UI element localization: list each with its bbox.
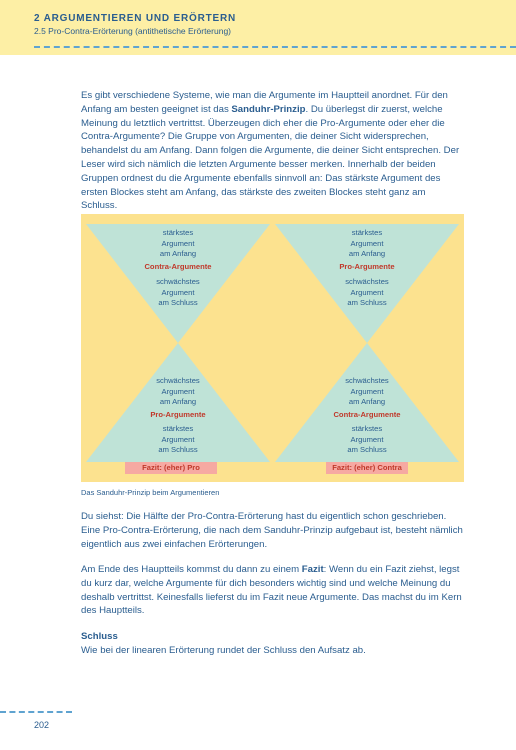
intro-text-1: Es gibt verschiedene Systeme, wie man die Argumente im Hauptteil anordnet. Für den Anfang am besten geeignet ist das — [81, 90, 448, 115]
intro-bold-term: Sanduhr-Prinzip — [231, 103, 306, 115]
schluss-text: Wie bei der linearen Erörterung rundet der Schluss den Aufsatz ab. — [81, 644, 366, 656]
left-bottom-end-label: stärkstes Argument am Schluss — [158, 424, 198, 455]
schluss-section — [81, 630, 464, 658]
header-divider — [34, 46, 516, 48]
section-title: 2.5 Pro-Contra-Erörterung (antithetische Erörterung) — [34, 26, 232, 36]
right-bottom-start-label: schwächstes Argument am Anfang — [345, 376, 389, 407]
summary-paragraph: Du siehst: Die Hälfte der Pro-Contra-Erörterung hast du eigentlich schon geschrieben. Eine Pro-Contra-Erörterung, die nach dem Sanduhr-Prinzip aufgebaut ist, besteht nämlich eigentlich aus zwei einfachen Erörterungen. — [81, 511, 463, 550]
fazit-paragraph — [81, 563, 464, 618]
right-bottom-end-label: stärkstes Argument am Schluss — [347, 424, 387, 455]
right-top-end-label: schwächstes Argument am Schluss — [345, 277, 389, 308]
left-bottom-group-label: Pro-Argumente — [150, 410, 206, 419]
fazit-text-1: Am Ende des Hauptteils kommst du dann zu einem — [81, 564, 302, 575]
intro-paragraph — [81, 89, 464, 213]
right-fazit-badge: Fazit: (eher) Contra — [326, 462, 408, 474]
right-bottom-group-label: Contra-Argumente — [333, 410, 401, 419]
chapter-header — [0, 0, 516, 55]
footer-divider — [0, 711, 72, 713]
right-top-group-label: Pro-Argumente — [339, 262, 395, 271]
hourglass-diagram — [81, 214, 464, 482]
left-bottom-start-label: schwächstes Argument am Anfang — [156, 376, 200, 407]
fazit-bold-term: Fazit — [301, 564, 324, 575]
fazit-text-2: : Wenn du ein Fazit ziehst, legst du kurz dar, welche Argumente für dich besonders wichtig sind und welche Meinung du deshalb vertrittst. Keinesfalls lieferst du im Fazit neue Argumente. Das machst du im Kern des Hauptteils. — [81, 564, 462, 617]
figure-caption: Das Sanduhr-Prinzip beim Argumentieren — [81, 488, 220, 497]
page-number: 202 — [34, 720, 50, 730]
left-top-end-label: schwächstes Argument am Schluss — [156, 277, 200, 308]
intro-text-2: . Du überlegst dir zuerst, welche Meinung du letztlich vertrittst. Überzeugen dich eher die Pro-Argumente oder eher die Contra-Argumente? Die Gruppe von Argumenten, die deiner Sicht widersprechen, behandelst du am Anfang. Dann folgen die Argumente, die deiner Sicht entsprechen. Der Leser wird sich nämlich die letzten Argumente besser merken. Innerhalb der beiden Gruppen ordnest du die Argumente ebenfalls sinnvoll an: Das stärkste Argument des ersten Blockes steht am Anfang, das stärkste des zweiten Blockes steht ganz am Schluss. — [81, 103, 460, 212]
schluss-heading: Schluss — [81, 631, 118, 642]
chapter-title: 2 ARGUMENTIEREN UND ERÖRTERN — [34, 13, 237, 24]
left-top-start-label: stärkstes Argument am Anfang — [159, 228, 197, 259]
left-top-group-label: Contra-Argumente — [144, 262, 212, 271]
left-fazit-badge: Fazit: (eher) Pro — [125, 462, 217, 474]
right-top-start-label: stärkstes Argument am Anfang — [348, 228, 386, 259]
